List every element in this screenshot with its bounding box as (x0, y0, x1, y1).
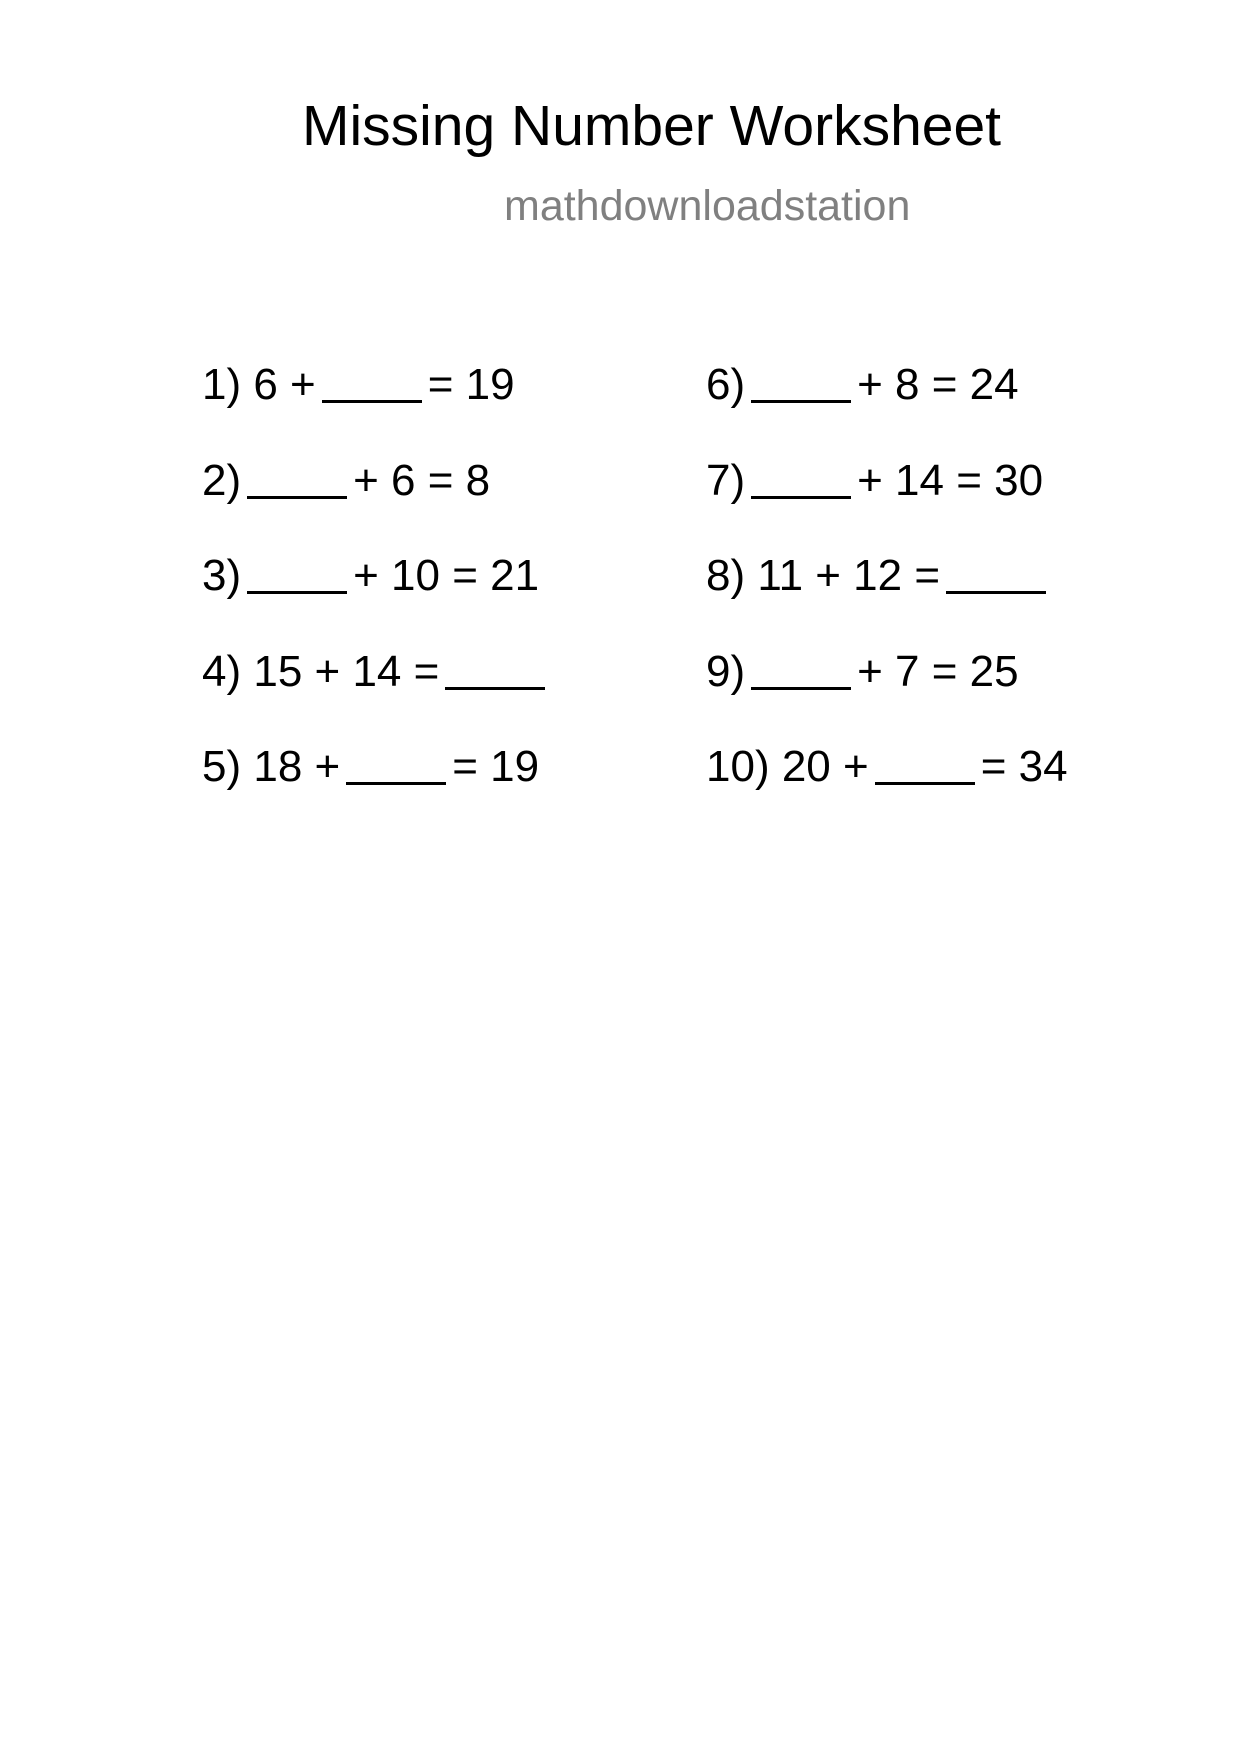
problem-number: 10) (706, 742, 770, 791)
answer-blank[interactable] (445, 649, 545, 690)
answer-blank[interactable] (751, 458, 851, 499)
problem-7 (706, 454, 1043, 503)
problem-left: 18 + (253, 742, 341, 791)
problem-number: 1) (202, 360, 242, 409)
problem-number: 3) (202, 551, 242, 600)
problem-number: 5) (202, 742, 242, 791)
problem-right: = 34 (980, 742, 1068, 791)
problem-8 (706, 549, 1052, 598)
answer-blank[interactable] (346, 744, 446, 785)
problem-number: 7) (706, 456, 746, 505)
answer-blank[interactable] (875, 744, 975, 785)
problem-6 (706, 358, 1019, 407)
problem-left: 11 + 12 = (757, 551, 941, 600)
answer-blank[interactable] (322, 362, 422, 403)
problem-left: 15 + 14 = (253, 647, 440, 696)
answer-blank[interactable] (247, 458, 347, 499)
problem-left: 20 + (781, 742, 869, 791)
problem-number: 8) (706, 551, 746, 600)
problem-right: = 19 (427, 360, 515, 409)
answer-blank[interactable] (751, 362, 851, 403)
problem-right: + 14 = 30 (857, 456, 1044, 505)
problem-left: 6 + (253, 360, 316, 409)
answer-blank[interactable] (247, 553, 347, 594)
problem-number: 6) (706, 360, 746, 409)
problem-2 (202, 454, 490, 503)
problem-number: 9) (706, 647, 746, 696)
problem-right: + 8 = 24 (857, 360, 1019, 409)
problem-right: + 6 = 8 (353, 456, 491, 505)
problem-10 (706, 740, 1068, 789)
problem-9 (706, 645, 1019, 694)
problem-1 (202, 358, 515, 407)
problem-3 (202, 549, 539, 598)
problem-5 (202, 740, 539, 789)
problem-right: + 10 = 21 (353, 551, 540, 600)
problem-number: 2) (202, 456, 242, 505)
worksheet-title: Missing Number Worksheet (302, 94, 1002, 158)
problem-4 (202, 645, 551, 694)
answer-blank[interactable] (946, 553, 1046, 594)
answer-blank[interactable] (751, 649, 851, 690)
problem-right: = 19 (452, 742, 540, 791)
problem-number: 4) (202, 647, 242, 696)
worksheet-source: mathdownloadstation (504, 182, 911, 230)
problem-right: + 7 = 25 (857, 647, 1019, 696)
